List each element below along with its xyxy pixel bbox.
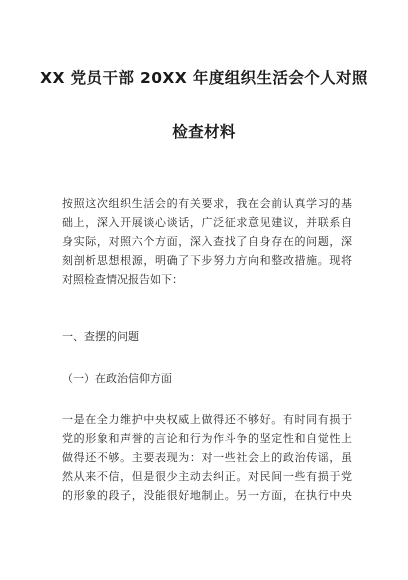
- body-line: 做得还不够。主要表现为：对一些社会上的政治传谣，虽: [62, 451, 352, 464]
- subsection-heading: （一）在政治信仰方面: [62, 372, 172, 385]
- intro-line: 刻剖析思想根源，明确了下步努力方向和整改措施。现将: [62, 254, 352, 267]
- intro-line: 身实际，对照六个方面，深入查找了自身存在的问题，深: [62, 235, 352, 248]
- document-title-line-1: XX 党员干部 20XX 年度组织生活会个人对照: [40, 69, 368, 87]
- body-line: 然从来不信，但是很少主动去纠正。对民间一些有损于党: [62, 470, 352, 483]
- body-line: 党的形象和声誉的言论和行为作斗争的坚定性和自觉性上: [62, 432, 352, 445]
- document-title-line-2: 检查材料: [172, 123, 236, 141]
- body-line: 的形象的段子，没能很好地制止。另一方面，在执行中央: [62, 489, 352, 502]
- intro-line: 对照检查情况报告如下：: [62, 273, 183, 286]
- section-heading: 一、查摆的问题: [62, 330, 139, 343]
- body-paragraph: [62, 410, 352, 505]
- intro-paragraph: [62, 194, 352, 289]
- body-line: 一是在全力维护中央权威上做得还不够好。有时同有损于: [62, 413, 352, 426]
- intro-line: 础上，深入开展谈心谈话，广泛征求意见建议，并联系自: [62, 216, 352, 229]
- intro-line: 按照这次组织生活会的有关要求，我在会前认真学习的基: [62, 197, 352, 210]
